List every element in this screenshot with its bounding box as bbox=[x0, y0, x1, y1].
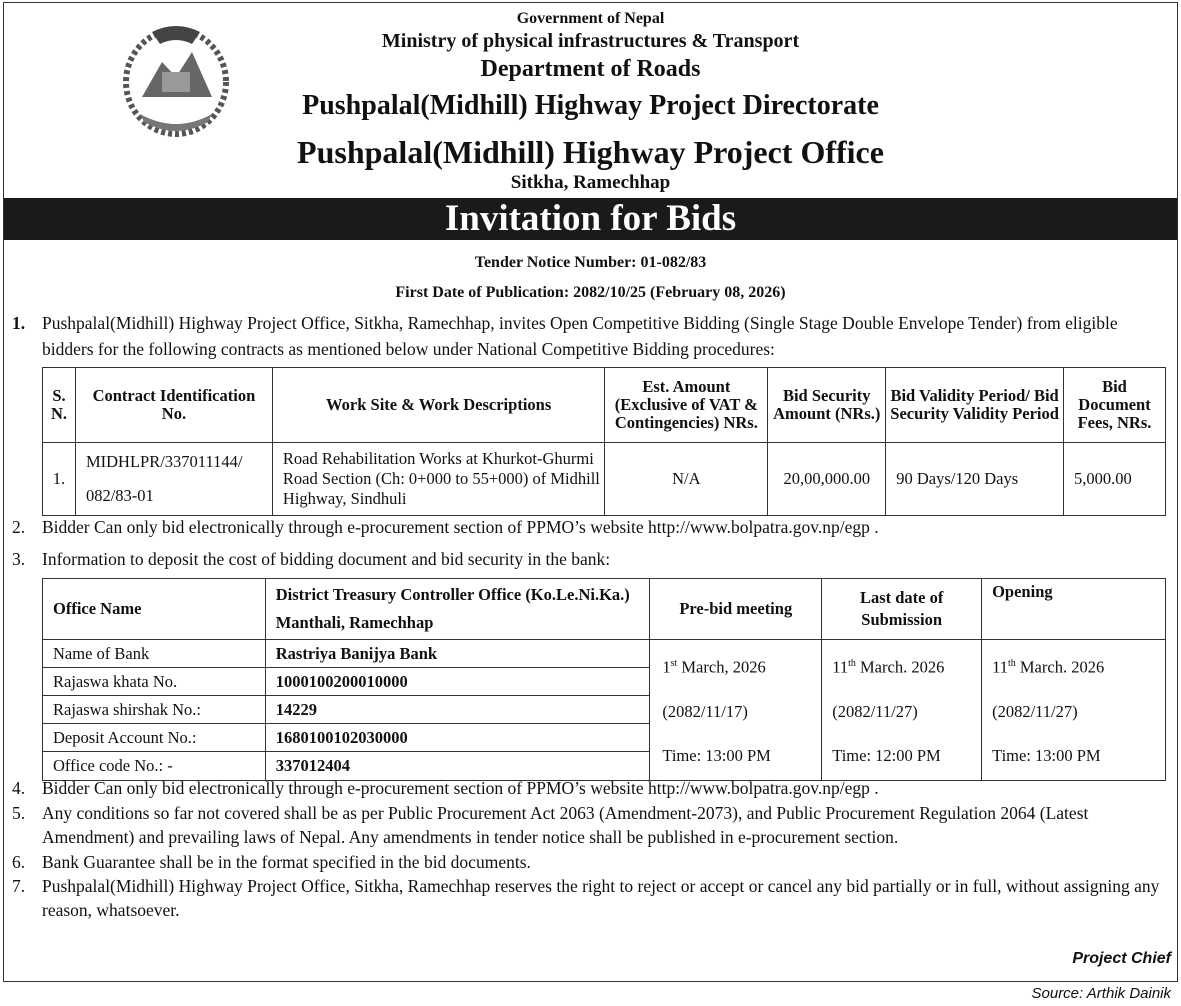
prebid-cell: 1st March, 2026 (2082/11/17) Time: 13:00 PM bbox=[650, 640, 822, 781]
item-6: 6. Bank Guarantee shall be in the format specified in the bid documents. bbox=[12, 852, 531, 872]
table-row: Name of Bank Rastriya Banijya Bank 1st March, 2026 (2082/11/17) Time: 13:00 PM 11th March. 2026 (2082/11/27) Time: 12:00 PM 11th March. 2026 (2082/11/27) Time: 13:00 PM bbox=[43, 640, 1166, 668]
contracts-table bbox=[42, 367, 1166, 516]
table-row: Rajaswa shirshak No.: 14229 bbox=[43, 696, 1166, 724]
office-name: Pushpalal(Midhill) Highway Project Office bbox=[297, 134, 884, 170]
item-7: 7. Pushpalal(Midhill) Highway Project Office, Sitkha, Ramechhap reserves the right to reject or accept or cancel any bid partially or in full, without assigning any reason, whatsoever. bbox=[12, 876, 1160, 920]
office-location: Sitkha, Ramechhap bbox=[510, 172, 671, 193]
submission-cell: 11th March. 2026 (2082/11/27) Time: 12:00 PM bbox=[822, 640, 982, 781]
opening-cell: 11th March. 2026 (2082/11/27) Time: 13:00 PM bbox=[982, 640, 1166, 781]
item-4: 4. Bidder Can only bid electronically through e-procurement section of PPMO’s website http://www.bolpatra.gov.np/egp . bbox=[12, 778, 879, 798]
ministry-name: Ministry of physical infrastructures & Transport bbox=[381, 30, 800, 52]
bank-info-table bbox=[42, 578, 1166, 781]
item-3: 3. Information to deposit the cost of bidding document and bid security in the bank: bbox=[12, 549, 611, 569]
item-2: 2. Bidder Can only bid electronically through e-procurement section of PPMO’s website http://www.bolpatra.gov.np/egp . bbox=[12, 517, 879, 537]
signature: Project Chief bbox=[1072, 950, 1171, 967]
item-1: 1. Pushpalal(Midhill) Highway Project Office, Sitkha, Ramechhap, invites Open Competitive Bidding (Single Stage Double Envelope Tender) from eligible bidders for the following contracts as mentioned below under National Competitive Bidding procedures: bbox=[12, 313, 1118, 359]
table-row: Rajaswa khata No. 1000100200010000 bbox=[43, 668, 1166, 696]
table-row: 1. MIDHLPR/337011144/ 082/83-01 Road Rehabilitation Works at Khurkot-Ghurmi Road Section (Ch: 0+000 to 55+000) of Midhill Highway, Sindhuli N/A 20,00,000.00 90 Days/120 Days 5,000.00 bbox=[43, 443, 1166, 516]
department-name: Department of Roads bbox=[480, 56, 701, 82]
tender-notice-number: Tender Notice Number: 01-082/83 bbox=[474, 254, 707, 271]
table-header-row: Office Name District Treasury Controller Office (Ko.Le.Ni.Ka.) Manthali, Ramechhap Pre-bid meeting Last date of Submission Opening bbox=[43, 579, 1166, 640]
page-title: Invitation for Bids bbox=[4, 198, 1177, 240]
gov-name: Government of Nepal bbox=[516, 10, 665, 27]
directorate-name: Pushpalal(Midhill) Highway Project Directorate bbox=[302, 90, 879, 121]
table-header-row: S. N. Contract Identification No. Work Site & Work Descriptions Est. Amount (Exclusive of VAT & Contingencies) NRs. Bid Security Amount (NRs.) Bid Validity Period/ Bid Security Validity Period Bid Document Fees, NRs. bbox=[43, 368, 1166, 443]
table-row: Deposit Account No.: 1680100102030000 bbox=[43, 724, 1166, 752]
table-row: Office code No.: - 337012404 bbox=[43, 752, 1166, 780]
source-credit: Source: Arthik Dainik bbox=[1031, 985, 1171, 1002]
item-5: 5. Any conditions so far not covered shall be as per Public Procurement Act 2063 (Amendment-2073), and Public Procurement Regulation 2064 (Latest Amendment) and prevailing laws of Nepal. Any amendments in tender notice shall be published in e-procurement section. bbox=[12, 803, 1089, 847]
publication-date: First Date of Publication: 2082/10/25 (February 08, 2026) bbox=[395, 284, 786, 301]
